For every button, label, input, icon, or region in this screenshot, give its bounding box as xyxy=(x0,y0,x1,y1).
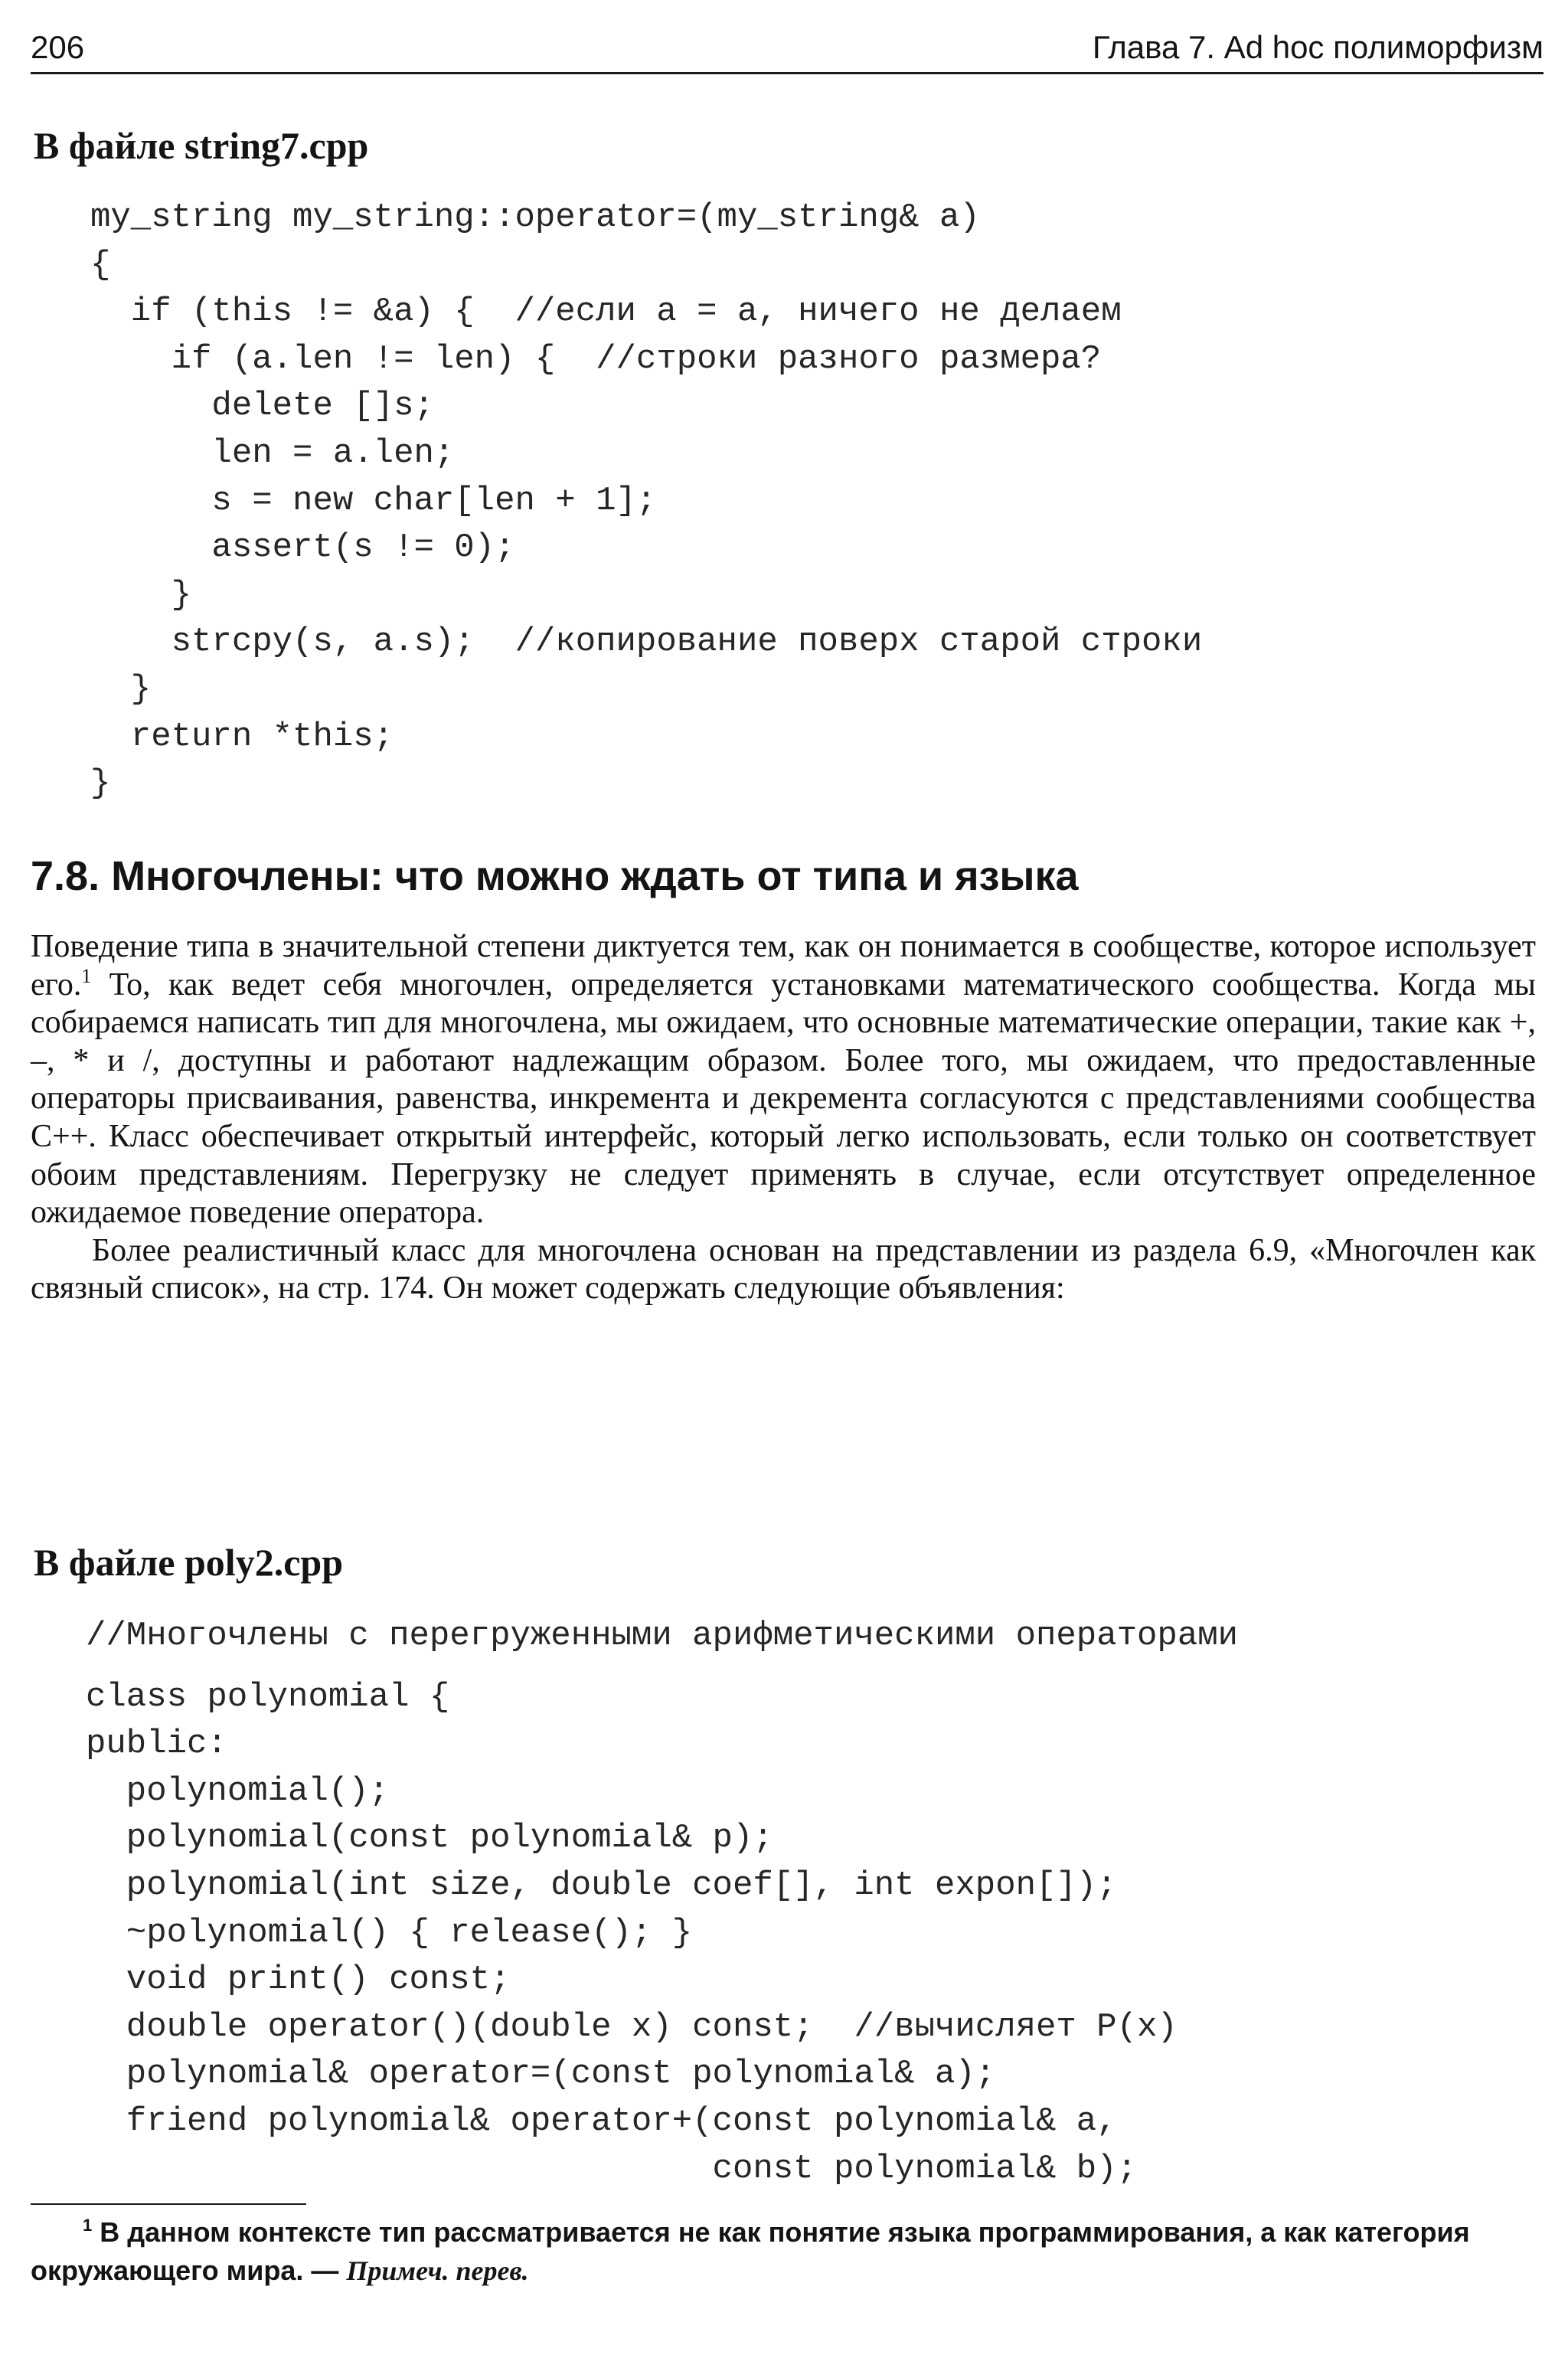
code-line: polynomial(const polynomial& p); xyxy=(86,1819,773,1858)
code-blank-gap xyxy=(86,1660,1238,1674)
code-line: polynomial(int size, double coef[], int expon[]); xyxy=(86,1866,1117,1905)
footnote xyxy=(31,2213,1536,2290)
code-line: if (this != &a) { //если a = a, ничего не делаем xyxy=(90,293,1122,332)
code-line: my_string my_string::operator=(my_string& a) xyxy=(90,198,980,237)
code-line: strcpy(s, a.s); //копирование поверх старой строки xyxy=(90,623,1203,662)
code-line: if (a.len != len) { //строки разного размера? xyxy=(90,339,1102,378)
code-line: friend polynomial& operator+(const polynomial& a, xyxy=(86,2101,1117,2141)
code-line: s = new char[len + 1]; xyxy=(90,481,657,520)
code-line: ~polynomial() { release(); } xyxy=(86,1913,693,1952)
code-line: public: xyxy=(86,1725,227,1764)
paragraph: Более реалистичный класс для многочлена основан на представлении из раздела 6.9, «Многочлен как связный список», на стр. 174. Он может содержать следующие объявления: xyxy=(31,1232,1536,1307)
code-line: polynomial(); xyxy=(86,1771,390,1810)
file-caption-string7: В файле string7.cpp xyxy=(34,124,369,167)
code-line: len = a.len; xyxy=(90,433,455,473)
code-line: assert(s != 0); xyxy=(90,528,515,567)
code-line: void print() const; xyxy=(86,1961,511,2000)
code-line: } xyxy=(90,669,152,708)
paragraph-text: Поведение типа в значительной степени диктуется тем, как он понимается в сообществе, которое использует его. xyxy=(31,929,1536,1002)
paragraph xyxy=(31,928,1536,1232)
footnote-marker: 1 xyxy=(83,2216,93,2235)
code-line: } xyxy=(90,764,111,803)
code-line: } xyxy=(90,575,192,614)
file-caption-poly2: В файле poly2.cpp xyxy=(34,1541,344,1584)
chapter-title: Глава 7. Ad hoc полиморфизм xyxy=(1092,29,1544,65)
code-listing-string7 xyxy=(90,195,1202,808)
running-header xyxy=(31,26,1544,72)
code-line: { xyxy=(90,245,111,284)
code-line: class polynomial { xyxy=(86,1677,450,1716)
body-text xyxy=(31,928,1536,1308)
footnote-text: В данном контексте тип рассматривается не как понятие языка программирования, а как категория окружающего мира. — xyxy=(31,2216,1470,2286)
translator-note: Примеч. перев. xyxy=(346,2255,529,2286)
footnote-reference: 1 xyxy=(81,964,92,987)
code-line: double operator()(double x) const; //вычисляет P(x) xyxy=(86,2007,1178,2046)
section-heading: 7.8. Многочлены: что можно ждать от типа и языка xyxy=(31,853,1079,899)
footnote-rule xyxy=(31,2203,306,2205)
page-number: 206 xyxy=(31,29,85,65)
code-comment-line: //Многочлены с перегруженными арифметическими операторами xyxy=(86,1617,1239,1655)
code-listing-poly2 xyxy=(86,1613,1238,2193)
code-line: return *this; xyxy=(90,717,394,756)
code-line: delete []s; xyxy=(90,387,434,426)
code-line: const polynomial& b); xyxy=(86,2149,1138,2188)
paragraph-text: То, как ведет себя многочлен, определяется установками математического сообщества. Когда мы собираемся написать тип для многочлена, мы ожидаем, что основные математические операции, такие как +, –, * и /, доступны и работают надлежащим образом. Более того, мы ожидаем, что предоставленные операторы присваивания, равенства, инкремента и декремента согласуются с представлениями сообщества C++. Класс обеспечивает открытый интерфейс, который легко использовать, если только он соответствует обоим представлениям. Перегрузку не следует применять в случае, если отсутствует определенное ожидаемое поведение оператора. xyxy=(31,966,1536,1231)
header-rule xyxy=(31,72,1544,74)
code-line: polynomial& operator=(const polynomial& a); xyxy=(86,2055,996,2094)
